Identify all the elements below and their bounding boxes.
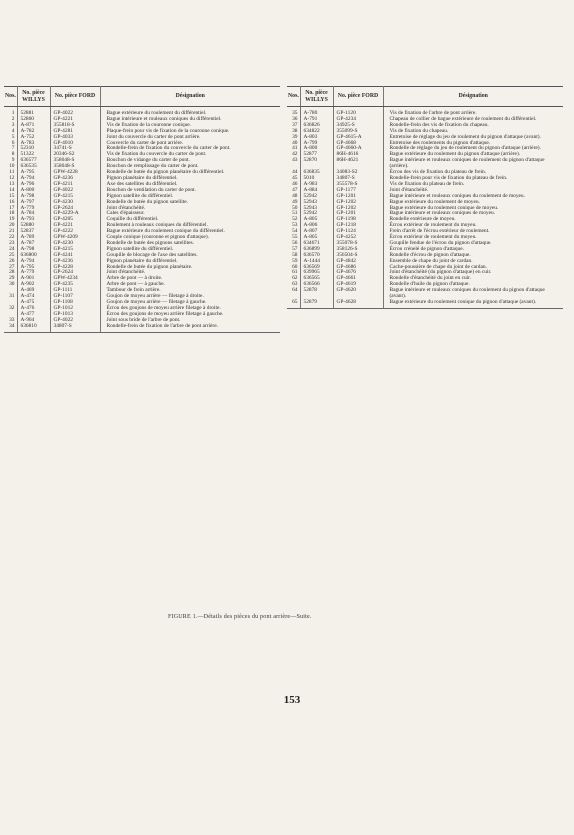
designation-cell: Vis de fixation de la couronne conique. (106, 121, 192, 128)
willys-part-cell: A-476 (17, 306, 50, 312)
willys-part-cell: 636570 (300, 253, 333, 259)
willys-part-cell: A-798 (17, 247, 50, 253)
header-willys: No. pièce WILLYS (300, 87, 333, 107)
part-number-cell: 4 (4, 129, 17, 135)
ford-part-cell: GP-4686 (333, 265, 383, 271)
part-number-cell: 23 (4, 241, 17, 247)
header-num: Nos. (4, 87, 17, 107)
ford-part-cell: GP-4215 (50, 194, 100, 200)
willys-part-cell: 52860 (17, 117, 50, 123)
willys-part-cell: 52942 (300, 194, 333, 200)
designation-cell: Joint d'étanchéité (du pignon d'attaque) en cuir. (389, 269, 492, 276)
designation-cell: Bague extérieure du roulement du différentiel. (106, 110, 207, 116)
designation-cell: Joint d'étanchéité. (106, 204, 146, 211)
designation-cell: Rondelle-frein des vis de fixation du chapeau. (389, 121, 489, 128)
ford-part-cell: GP-4252 (333, 235, 383, 241)
part-number-cell: 25 (4, 253, 17, 259)
designation-cell: Bague intérieure et rouleaux coniques du roulement de moyeu. (389, 192, 525, 199)
part-number-cell: 3 (4, 123, 17, 129)
designation-cell: Rondelle de butée du pignon planétaire du différentiel. (106, 169, 225, 176)
part-number-cell: 59 (287, 259, 300, 265)
ford-part-cell: GP-2624 (50, 206, 100, 212)
willys-part-cell: A-983 (300, 182, 333, 188)
designation-cell: Arbre de pont — à droite. (106, 275, 163, 282)
ford-part-cell: GP-4215 (50, 247, 100, 253)
designation-cell: Bague extérieure du roulement conique de moyeu. (389, 204, 499, 211)
ford-part-cell: GP-4281 (50, 129, 100, 135)
part-number-cell: 13 (4, 182, 17, 188)
part-number-cell: 12 (4, 176, 17, 182)
designation-cell: Frein d'arrêt de l'écrou extérieur de roulement. (389, 228, 490, 235)
willys-part-cell: 636566 (300, 282, 333, 288)
ford-part-cell: GP-4676 (333, 270, 383, 276)
part-number-cell: 9 (4, 158, 17, 164)
ford-part-cell: GP-1012 (50, 306, 100, 312)
ford-part-cell: GP-4628 (333, 300, 383, 308)
part-number-cell: 14 (4, 188, 17, 194)
part-number-cell: 53 (287, 223, 300, 229)
ford-part-cell: GPW-4228 (50, 170, 100, 176)
parts-table-left (4, 86, 280, 333)
table-row (4, 324, 280, 332)
ford-part-cell: GP-4235 (50, 282, 100, 288)
part-number-cell: 46 (287, 182, 300, 188)
willys-part-cell: A-475 (17, 300, 50, 306)
willys-part-cell: A-871 (17, 123, 50, 129)
willys-part-cell: A-904 (17, 318, 50, 324)
part-number-cell: 30 (4, 282, 17, 288)
willys-part-cell: A-477 (17, 312, 50, 318)
ford-part-cell: 355099-S (333, 129, 383, 135)
willys-part-cell: 52878 (300, 288, 333, 300)
part-number-cell: 20 (4, 223, 17, 229)
designation-cell: Écrou extérieur de roulement du moyeu. (389, 234, 477, 241)
part-number-cell: 38 (287, 129, 300, 135)
part-number-cell: 1 (4, 107, 17, 117)
part-number-cell: 33 (4, 318, 17, 324)
ford-part-cell: 86H-4621 (333, 158, 383, 170)
ford-part-cell: GP-4234 (333, 117, 383, 123)
designation-cell: Rondelle d'huile du pignon d'attaque. (389, 281, 470, 288)
willys-part-cell: A-805 (300, 217, 333, 223)
part-number-cell: 40 (287, 141, 300, 147)
designation-cell: Goupille de blocage de l'axe des satellites. (106, 251, 198, 258)
designation-cell: Rondelle de butée du pignon satellite. (106, 198, 188, 205)
part-number-cell: 16 (4, 200, 17, 206)
part-number-cell: 52 (287, 217, 300, 223)
ford-part-cell: 358048-S (50, 164, 100, 170)
part-number-cell: 47 (287, 188, 300, 194)
part-number-cell: 60 (287, 265, 300, 271)
part-number-cell: 65 (287, 300, 300, 308)
willys-part-cell: 639965 (300, 270, 333, 276)
designation-cell: Pignon planétaire du différentiel. (106, 257, 178, 264)
willys-part-cell: A-787 (17, 241, 50, 247)
part-number-cell: 49 (287, 200, 300, 206)
part-number-cell: 21 (4, 229, 17, 235)
ford-part-cell: GP-1120 (333, 107, 383, 117)
willys-part-cell: A-806 (300, 223, 333, 229)
designation-cell: Pignon planétaire du différentiel. (106, 174, 178, 181)
willys-part-cell: A-803 (300, 135, 333, 141)
part-number-cell: 54 (287, 229, 300, 235)
part-number-cell: 2 (4, 117, 17, 123)
table-header-row (4, 87, 280, 107)
ford-part-cell: GP-1107 (50, 294, 100, 300)
ford-part-cell: GP-1198 (333, 217, 383, 223)
willys-part-cell: A-805 (300, 235, 333, 241)
part-number-cell: 19 (4, 217, 17, 223)
ford-part-cell: GP-1124 (333, 229, 383, 235)
willys-part-cell: A-794 (17, 176, 50, 182)
designation-cell: Chapeau de collier de bague extérieure de roulement du différentiel. (389, 115, 537, 122)
ford-part-cell: GP-1218 (333, 223, 383, 229)
designation-cell: Joint d'étanchéité. (106, 269, 146, 276)
willys-part-cell: A-782 (17, 129, 50, 135)
designation-cell: Joint d'étanchéité. (389, 186, 429, 193)
willys-part-cell: A-780 (300, 107, 333, 117)
willys-part-cell: 636826 (300, 123, 333, 129)
ford-part-cell: GP-4022 (50, 107, 100, 117)
willys-part-cell: 51322 (17, 152, 50, 158)
part-number-cell: 48 (287, 194, 300, 200)
designation-cell: Vis de fixation du plateau de frein. (389, 180, 465, 187)
designation-cell: Bague extérieure du roulement du pignon d'attaque (arrière). (389, 151, 521, 158)
part-number-cell: 11 (4, 170, 17, 176)
ford-part-cell: GPW-4209 (50, 235, 100, 241)
designation-cell: Vis de fixation du chapeau. (389, 127, 449, 134)
header-ford: No. pièce FORD (333, 87, 383, 107)
willys-part-cell: 636800 (17, 253, 50, 259)
willys-part-cell: 636565 (300, 276, 333, 282)
ford-part-cell: 34807-S (50, 324, 100, 332)
part-number-cell: 50 (287, 206, 300, 212)
part-number-cell: 28 (4, 270, 17, 276)
ford-part-cell: 355818-S (50, 123, 100, 129)
willys-part-cell: 52942 (300, 211, 333, 217)
ford-part-cell: GP-4842 (333, 259, 383, 265)
part-number-cell: 51 (287, 211, 300, 217)
willys-part-cell: A-474 (17, 294, 50, 300)
part-number-cell: 7 (4, 146, 17, 152)
table-header-row (287, 87, 563, 107)
ford-part-cell: 355078-S (333, 241, 383, 247)
header-ford: No. pièce FORD (50, 87, 100, 107)
ford-part-cell: 358126-S (333, 247, 383, 253)
part-number-cell: 27 (4, 265, 17, 271)
willys-part-cell: 636899 (300, 247, 333, 253)
willys-part-cell: 636535 (17, 164, 50, 170)
part-number-cell: 45 (287, 176, 300, 182)
designation-cell: Entretoise des roulements du pignon d'attaque. (389, 139, 491, 146)
willys-part-cell: 636569 (300, 265, 333, 271)
willys-part-cell: A-794 (17, 259, 50, 265)
part-number-cell: 41 (287, 146, 300, 152)
ford-part-cell: GP-4230 (50, 241, 100, 247)
designation-cell: Goupille fendue de l'écrou du pignon d'attaque. (389, 239, 492, 246)
ford-part-cell: GP-4620 (333, 288, 383, 300)
willys-part-cell: A-469 (17, 288, 50, 294)
part-number-cell: 17 (4, 206, 17, 212)
willys-part-cell: A-800 (300, 146, 333, 152)
willys-part-cell: A-779 (17, 206, 50, 212)
designation-cell: Bague intérieure et rouleaux coniques de moyeu. (389, 210, 496, 217)
ford-part-cell: GP-4228 (50, 265, 100, 271)
ford-part-cell: 86H-4616 (333, 152, 383, 158)
willys-part-cell: A-795 (17, 265, 50, 271)
part-number-cell: 22 (4, 235, 17, 241)
ford-part-cell: 34807-S (333, 176, 383, 182)
designation-cell: Axe des satellites du différentiel. (106, 180, 178, 187)
ford-part-cell: GP-1201 (333, 211, 383, 217)
figure-caption: FIGURE 1.—Détails des pièces du pont arrière—Suite. (168, 614, 312, 620)
willys-part-cell: 52943 (300, 200, 333, 206)
willys-part-cell: 52877 (300, 152, 333, 158)
part-number-cell: 42 (287, 152, 300, 158)
willys-part-cell: A-796 (17, 182, 50, 188)
designation-cell: Cales d'épaisseur. (106, 210, 145, 217)
willys-part-cell: 634671 (300, 241, 333, 247)
ford-part-cell: GP-4010 (50, 141, 100, 147)
ford-part-cell: GP-1177 (333, 188, 383, 194)
willys-part-cell: A-902 (17, 282, 50, 288)
willys-part-cell: A-800 (17, 188, 50, 194)
ford-part-cell: 356504-S (333, 253, 383, 259)
willys-part-cell: A-784 (17, 211, 50, 217)
page-number: 153 (283, 694, 301, 706)
ford-part-cell: 358048-S (50, 158, 100, 164)
ford-part-cell: GP-4241 (50, 253, 100, 259)
ford-part-cell: 34741-S (50, 146, 100, 152)
designation-cell: Joint du couvercle du carter de pont arrière. (106, 133, 201, 140)
table-body-left (4, 107, 280, 333)
designation-cell: Vis de fixation de l'arbre de pont arrière. (389, 110, 477, 116)
part-number-cell: 32 (4, 306, 17, 312)
part-number-cell: 63 (287, 282, 300, 288)
willys-part-cell: A-793 (17, 217, 50, 223)
ford-part-cell: GP-4236 (50, 259, 100, 265)
ford-part-cell: GP-4668 (333, 141, 383, 147)
ford-part-cell: GP-4229-A (50, 211, 100, 217)
ford-part-cell: 34083-S2 (333, 170, 383, 176)
designation-cell: Bouchon de vidange du carter de pont. (106, 157, 190, 164)
designation-cell: Écrou crénelé de pignon d'attaque. (389, 245, 464, 252)
willys-part-cell: 636835 (300, 170, 333, 176)
ford-part-cell: GP-4211 (50, 182, 100, 188)
ford-part-cell: GP-1202 (333, 206, 383, 212)
parts-table-right (287, 86, 563, 309)
designation-cell: Écrou des goujons de moyeu arrière filetage à droite. (106, 304, 221, 311)
part-number-cell: 55 (287, 235, 300, 241)
designation-cell: Couple conique (couronne et pignon d'attaque). (106, 234, 209, 241)
designation-cell: Rondelle-frein de fixation du couvercle du carter de pont. (106, 145, 231, 152)
willys-part-cell: 52879 (300, 300, 333, 308)
part-number-cell: 56 (287, 241, 300, 247)
designation-cell: Pignon satellite du différentiel. (106, 192, 174, 199)
designation-cell: Rondelle d'écrou de pignon d'attaque. (389, 251, 471, 258)
designation-cell: Bague intérieure et rouleaux coniques de roulement du pignon d'attaque (arrière). (389, 157, 545, 170)
ford-part-cell: 34925-S (333, 123, 383, 129)
designation-cell: Cache-poussière de chape du joint de cardan. (389, 263, 487, 270)
part-number-cell: 61 (287, 270, 300, 276)
ford-part-cell: GP-4615-A (333, 135, 383, 141)
designation-cell: Rondelle de butée du pignon planétaire. (106, 263, 193, 270)
designation-cell: Bouchon de ventilation du carter de pont. (106, 186, 196, 193)
designation-cell: Coquille du différentiel. (106, 216, 159, 223)
ford-part-cell: GP-4661 (333, 276, 383, 282)
part-number-cell: 34 (4, 324, 17, 332)
designation-cell: Écrou extérieur de roulement du moyeu. (389, 222, 477, 229)
willys-part-cell: A-1444 (300, 259, 333, 265)
table-body-right (287, 107, 563, 309)
part-number-cell: 62 (287, 276, 300, 282)
table-row (287, 300, 563, 308)
ford-part-cell: GP-1201 (333, 194, 383, 200)
ford-part-cell: GPW-4234 (50, 276, 100, 282)
header-designation: Désignation (100, 87, 280, 107)
willys-part-cell: A-798 (17, 194, 50, 200)
part-number-cell: 29 (4, 276, 17, 282)
designation-cell: Entretoise de réglage du jeu de roulement du pignon d'attaque (avant). (389, 133, 541, 140)
ford-part-cell: GP-4033 (50, 135, 100, 141)
ford-part-cell: GP-1013 (50, 312, 100, 318)
willys-part-cell: A-901 (17, 276, 50, 282)
designation-cell: Vis de fixation du couvercle du carter de pont. (106, 151, 207, 158)
designation-cell: Roulement à rouleaux coniques du différentiel. (106, 222, 208, 229)
willys-part-cell: 52943 (300, 206, 333, 212)
designation-cell: Bague extérieure du roulement conique du pignon d'attaque (avant). (383, 300, 563, 308)
ford-part-cell: 355578-S (333, 182, 383, 188)
ford-part-cell: GP-4222 (50, 229, 100, 235)
ford-part-cell: GP-4230 (50, 200, 100, 206)
designation-cell: Goujon de moyeu arrière — filetage à droite. (106, 293, 204, 300)
willys-part-cell: A-797 (17, 200, 50, 206)
designation-cell: Écrou des goujons de moyeu arrière filetage à gauche. (106, 310, 224, 317)
designation-cell: Rondelle-frein pour vis de fixation du plateau de frein. (389, 174, 508, 181)
designation-cell: Rondelle d'étanchéité du joint en cuir. (389, 275, 472, 282)
ford-part-cell: GP-4022 (50, 188, 100, 194)
willys-part-cell: 5010 (300, 176, 333, 182)
willys-part-cell: 52880 (17, 223, 50, 229)
ford-part-cell: GP-4660-A (333, 146, 383, 152)
ford-part-cell: GP-1202 (333, 200, 383, 206)
designation-cell: Écrou des vis de fixation du plateau de frein. (389, 169, 487, 176)
part-number-cell: 58 (287, 253, 300, 259)
designation-cell: Bague intérieure et rouleaux coniques du différentiel. (106, 115, 222, 122)
ford-part-cell: 20346-S2 (50, 152, 100, 158)
ford-part-cell: GP-4221 (50, 117, 100, 123)
designation-cell: Bague extérieure du roulement de moyeu. (389, 198, 480, 205)
ford-part-cell: GP-1111 (50, 288, 100, 294)
willys-part-cell: A-799 (300, 141, 333, 147)
part-number-cell: 5 (4, 135, 17, 141)
designation-cell: Goujon de moyeu arrière — filetage à gauche. (106, 299, 207, 305)
designation-cell: Tambour de frein arrière. (106, 287, 161, 294)
part-number-cell: 10 (4, 164, 17, 170)
part-number-cell: 36 (287, 117, 300, 123)
designation-cell: Bague extérieure du roulement conique du différentiel. (106, 228, 225, 235)
designation-cell: Rondelle de butée des pignons satellites. (106, 239, 194, 246)
designation-cell: Joint sous bride de l'arbre de pont. (106, 316, 181, 323)
part-number-cell: 24 (4, 247, 17, 253)
ford-part-cell: GP-2624 (50, 270, 100, 276)
willys-part-cell: A-884 (300, 188, 333, 194)
willys-part-cell: 636810 (17, 324, 50, 332)
part-number-cell: 39 (287, 135, 300, 141)
ford-part-cell: GP-4205 (50, 217, 100, 223)
designation-cell: Rondelle extérieure de moyeu. (389, 216, 456, 223)
header-designation: Désignation (383, 87, 563, 107)
designation-cell: Rondelle de réglage du jeu de roulement du pignon d'attaque (arrière). (389, 145, 541, 152)
designation-cell: Couvercle du carter de pont arrière. (106, 139, 184, 146)
part-number-cell: 37 (287, 123, 300, 129)
willys-part-cell: A-783 (17, 141, 50, 147)
header-willys: No. pièce WILLYS (17, 87, 50, 107)
part-number-cell: 31 (4, 294, 17, 300)
designation-cell: Rondelle-frein de fixation de l'arbre de pont arrière. (100, 324, 280, 332)
willys-part-cell: A-789 (17, 235, 50, 241)
designation-cell: Plaque-frein pour vis de fixation de la couronne conique. (106, 127, 230, 134)
ford-part-cell: GP-1108 (50, 300, 100, 306)
willys-part-cell: 52837 (17, 229, 50, 235)
willys-part-cell: 636577 (17, 158, 50, 164)
willys-part-cell: A-752 (17, 135, 50, 141)
part-number-cell: 6 (4, 141, 17, 147)
willys-part-cell: A-795 (17, 170, 50, 176)
willys-part-cell: 52881 (17, 107, 50, 117)
part-number-cell: 18 (4, 211, 17, 217)
willys-part-cell: 52310 (17, 146, 50, 152)
willys-part-cell: 634822 (300, 129, 333, 135)
part-number-cell: 35 (287, 107, 300, 117)
part-number-cell: 8 (4, 152, 17, 158)
part-number-cell: 15 (4, 194, 17, 200)
designation-cell: Pignon satellite du différentiel. (106, 245, 174, 252)
header-num: Nos. (287, 87, 300, 107)
willys-part-cell: A-779 (17, 270, 50, 276)
ford-part-cell: GP-4619 (333, 282, 383, 288)
willys-part-cell: 52870 (300, 158, 333, 170)
part-number-cell: 43 (287, 158, 300, 170)
ford-part-cell: GP-4221 (50, 223, 100, 229)
part-number-cell: 26 (4, 259, 17, 265)
part-number-cell: 57 (287, 247, 300, 253)
designation-cell: Bouchon de remplissage du carter de pont. (106, 163, 199, 170)
ford-part-cell: GP-4236 (50, 176, 100, 182)
part-number-cell: 44 (287, 170, 300, 176)
willys-part-cell: A-791 (300, 117, 333, 123)
part-number-cell: 64 (287, 288, 300, 300)
designation-cell: Arbre de pont — à gauche. (106, 281, 165, 288)
designation-cell: Bague intérieure et rouleaux coniques du roulement du pignon d'attaque (avant). (389, 287, 545, 300)
designation-cell: Ensemble de chape du joint de cardan. (389, 257, 473, 264)
willys-part-cell: A-807 (300, 229, 333, 235)
ford-part-cell: GP-4022 (50, 318, 100, 324)
